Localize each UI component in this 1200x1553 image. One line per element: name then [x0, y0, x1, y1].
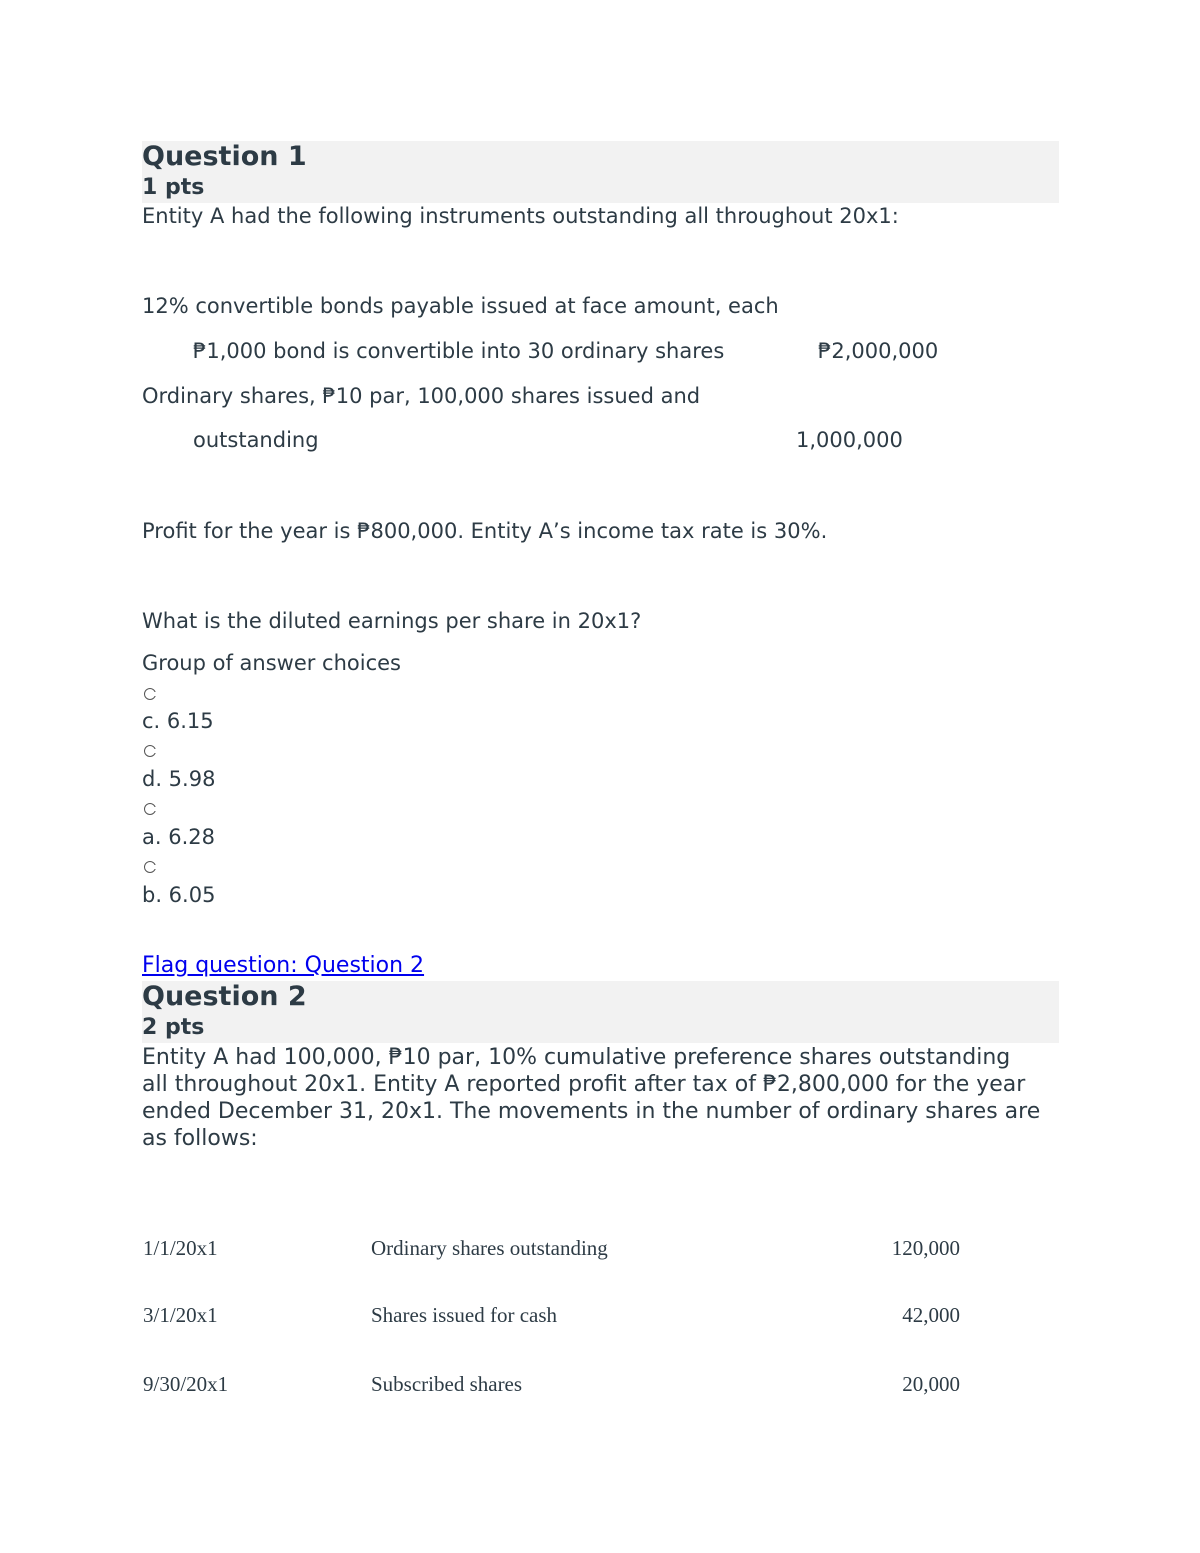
question-1-prompt: What is the diluted earnings per share in 20x1?	[142, 609, 642, 633]
row-description: Ordinary shares outstanding	[371, 1236, 608, 1260]
question-2-points: 2 pts	[142, 1015, 205, 1040]
choice-radio-c[interactable]	[144, 688, 156, 700]
choice-radio-d[interactable]	[144, 745, 156, 757]
choice-radio-a[interactable]	[144, 803, 156, 815]
question-2-text: Entity A had 100,000, ₱10 par, 10% cumulative preference shares outstanding all throughout 20x1. Entity A reported profit after tax of ₱2,800,000 for the year ended December 31, 20x1. The movements in the number of ordinary shares are as follows:	[142, 1045, 1041, 1151]
row-amount: 120,000	[891, 1236, 960, 1260]
question-1-header	[142, 141, 1059, 203]
instrument-line-4: outstanding	[193, 428, 319, 452]
row-amount: 42,000	[902, 1303, 960, 1327]
instrument-line-1: 12% convertible bonds payable issued at face amount, each	[142, 294, 779, 318]
question-1-points: 1 pts	[142, 175, 205, 200]
question-2-header	[142, 981, 1059, 1043]
row-description: Shares issued for cash	[371, 1303, 558, 1327]
choice-label-d[interactable]: d. 5.98	[142, 767, 216, 791]
choice-label-a[interactable]: a. 6.28	[142, 825, 215, 849]
profit-statement: Profit for the year is ₱800,000. Entity A’s income tax rate is 30%.	[142, 519, 828, 543]
instrument-line-3: Ordinary shares, ₱10 par, 100,000 shares issued and	[142, 384, 701, 408]
instrument-line-2-value: ₱2,000,000	[818, 339, 939, 363]
question-1-title: Question 1	[142, 141, 307, 172]
row-description: Subscribed shares	[371, 1372, 523, 1396]
instrument-line-4-value: 1,000,000	[796, 428, 903, 452]
question-2-title: Question 2	[142, 981, 307, 1012]
question-1-intro: Entity A had the following instruments outstanding all throughout 20x1:	[142, 204, 899, 228]
choice-label-c[interactable]: c. 6.15	[142, 709, 214, 733]
row-date: 3/1/20x1	[143, 1303, 218, 1327]
row-date: 9/30/20x1	[143, 1372, 229, 1396]
answer-group-label: Group of answer choices	[142, 651, 401, 675]
row-amount: 20,000	[902, 1372, 960, 1396]
choice-label-b[interactable]: b. 6.05	[142, 883, 216, 907]
row-date: 1/1/20x1	[143, 1236, 218, 1260]
choice-radio-b[interactable]	[144, 861, 156, 873]
instrument-line-2: ₱1,000 bond is convertible into 30 ordinary shares	[193, 339, 725, 363]
flag-question-2-link[interactable]: Flag question: Question 2	[142, 953, 425, 978]
